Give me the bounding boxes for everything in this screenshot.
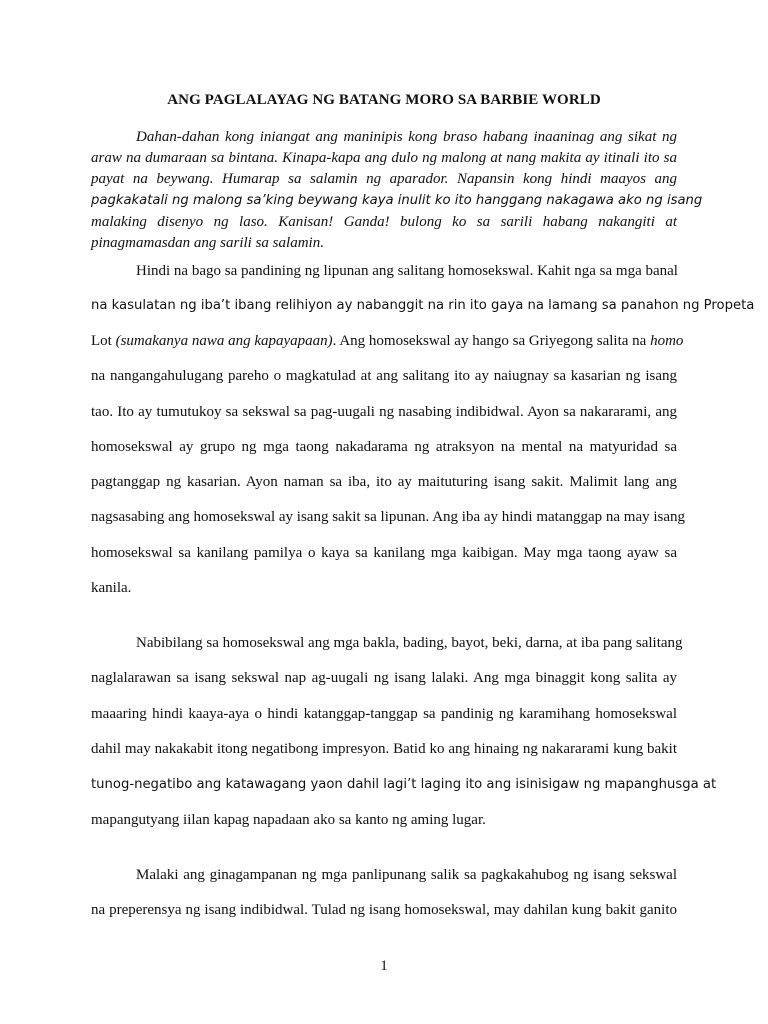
intro-line: malaking disenyo ng laso. Kanisan! Ganda! bulong ko sa sarili habang nakangiti at: [91, 214, 677, 230]
intro-line: araw na dumaraan sa bintana. Kinapa-kapa ang dulo ng malong at nang makita ay itinali ito sa: [91, 150, 677, 166]
paragraph-line: dahil may nakakabit itong negatibong impresyon. Batid ko ang hinaing ng nakararami kung bakit: [91, 741, 677, 757]
intro-line: pagkakatali ng malong sa’king beywang kaya inulit ko ito hanggang nakagawa ako ng isang: [91, 193, 703, 208]
paragraph-line: naglalarawan sa isang sekswal nap ag-uugali ng isang lalaki. Ang mga binaggit kong salita ay: [91, 670, 677, 686]
paragraph-line: na kasulatan ng iba’t ibang relihiyon ay nabanggit na rin ito gaya na lamang sa panahon ng Propeta: [91, 298, 755, 313]
paragraph-line: Lot (sumakanya nawa ang kapayapaan). Ang homosekswal ay hango sa Griyegong salita na homo: [91, 333, 684, 349]
intro-line: Dahan-dahan kong iniangat ang maninipis kong braso habang inaaninag ang sikat ng: [136, 129, 677, 145]
paragraph-line: na nangangahulugang pareho o magkatulad at ang salitang ito ay naiugnay sa kasarian ng isang: [91, 368, 677, 384]
intro-line: payat na beywang. Humarap sa salamin ng aparador. Napansin kong hindi maayos ang: [91, 171, 677, 187]
paragraph-line: homosekswal ay grupo ng mga taong nakadarama ng atraksyon na mental na matyuridad sa: [91, 439, 677, 455]
paragraph-line: na preperensya ng isang indibidwal. Tulad ng isang homosekswal, may dahilan kung bakit ganito: [91, 902, 677, 918]
paragraph-line: Hindi na bago sa pandining ng lipunan ang salitang homosekswal. Kahit nga sa mga banal: [136, 263, 678, 279]
page-number: 1: [380, 958, 388, 974]
paragraph-line: nagsasabing ang homosekswal ay isang sakit sa lipunan. Ang iba ay hindi matanggap na may isang: [91, 509, 686, 525]
paragraph-line: homosekswal sa kanilang pamilya o kaya sa kanilang mga kaibigan. May mga taong ayaw sa: [91, 545, 677, 561]
paragraph-line: pagtanggap ng kasarian. Ayon naman sa iba, ito ay maituturing isang sakit. Malimit lang ang: [91, 474, 677, 490]
paragraph-line: Nabibilang sa homosekswal ang mga bakla, bading, bayot, beki, darna, at iba pang salitang: [136, 635, 683, 651]
italic-phrase: (sumakanya nawa ang kapayapaan): [115, 333, 333, 349]
paragraph-line: mapangutyang iilan kapag napadaan ako sa kanto ng aming lugar.: [91, 812, 486, 828]
document-title: ANG PAGLALAYAG NG BATANG MORO SA BARBIE WORLD: [167, 92, 601, 108]
paragraph-line: Malaki ang ginagampanan ng mga panlipunang salik sa pagkakahubog ng isang sekswal: [136, 867, 677, 883]
paragraph-line: tao. Ito ay tumutukoy sa sekswal sa pag-uugali ng nasabing indibidwal. Ayon sa nakararami, ang: [91, 404, 677, 420]
intro-line: pinagmamasdan ang sarili sa salamin.: [91, 235, 324, 251]
italic-word: homo: [650, 333, 684, 349]
paragraph-line: tunog-negatibo ang katawagang yaon dahil lagi’t laging ito ang isinisigaw ng mapanghusga at: [91, 777, 717, 792]
paragraph-line: kanila.: [91, 580, 132, 596]
paragraph-line: maaaring hindi kaaya-aya o hindi katanggap-tanggap sa pandinig ng karamihang homosekswal: [91, 706, 677, 722]
